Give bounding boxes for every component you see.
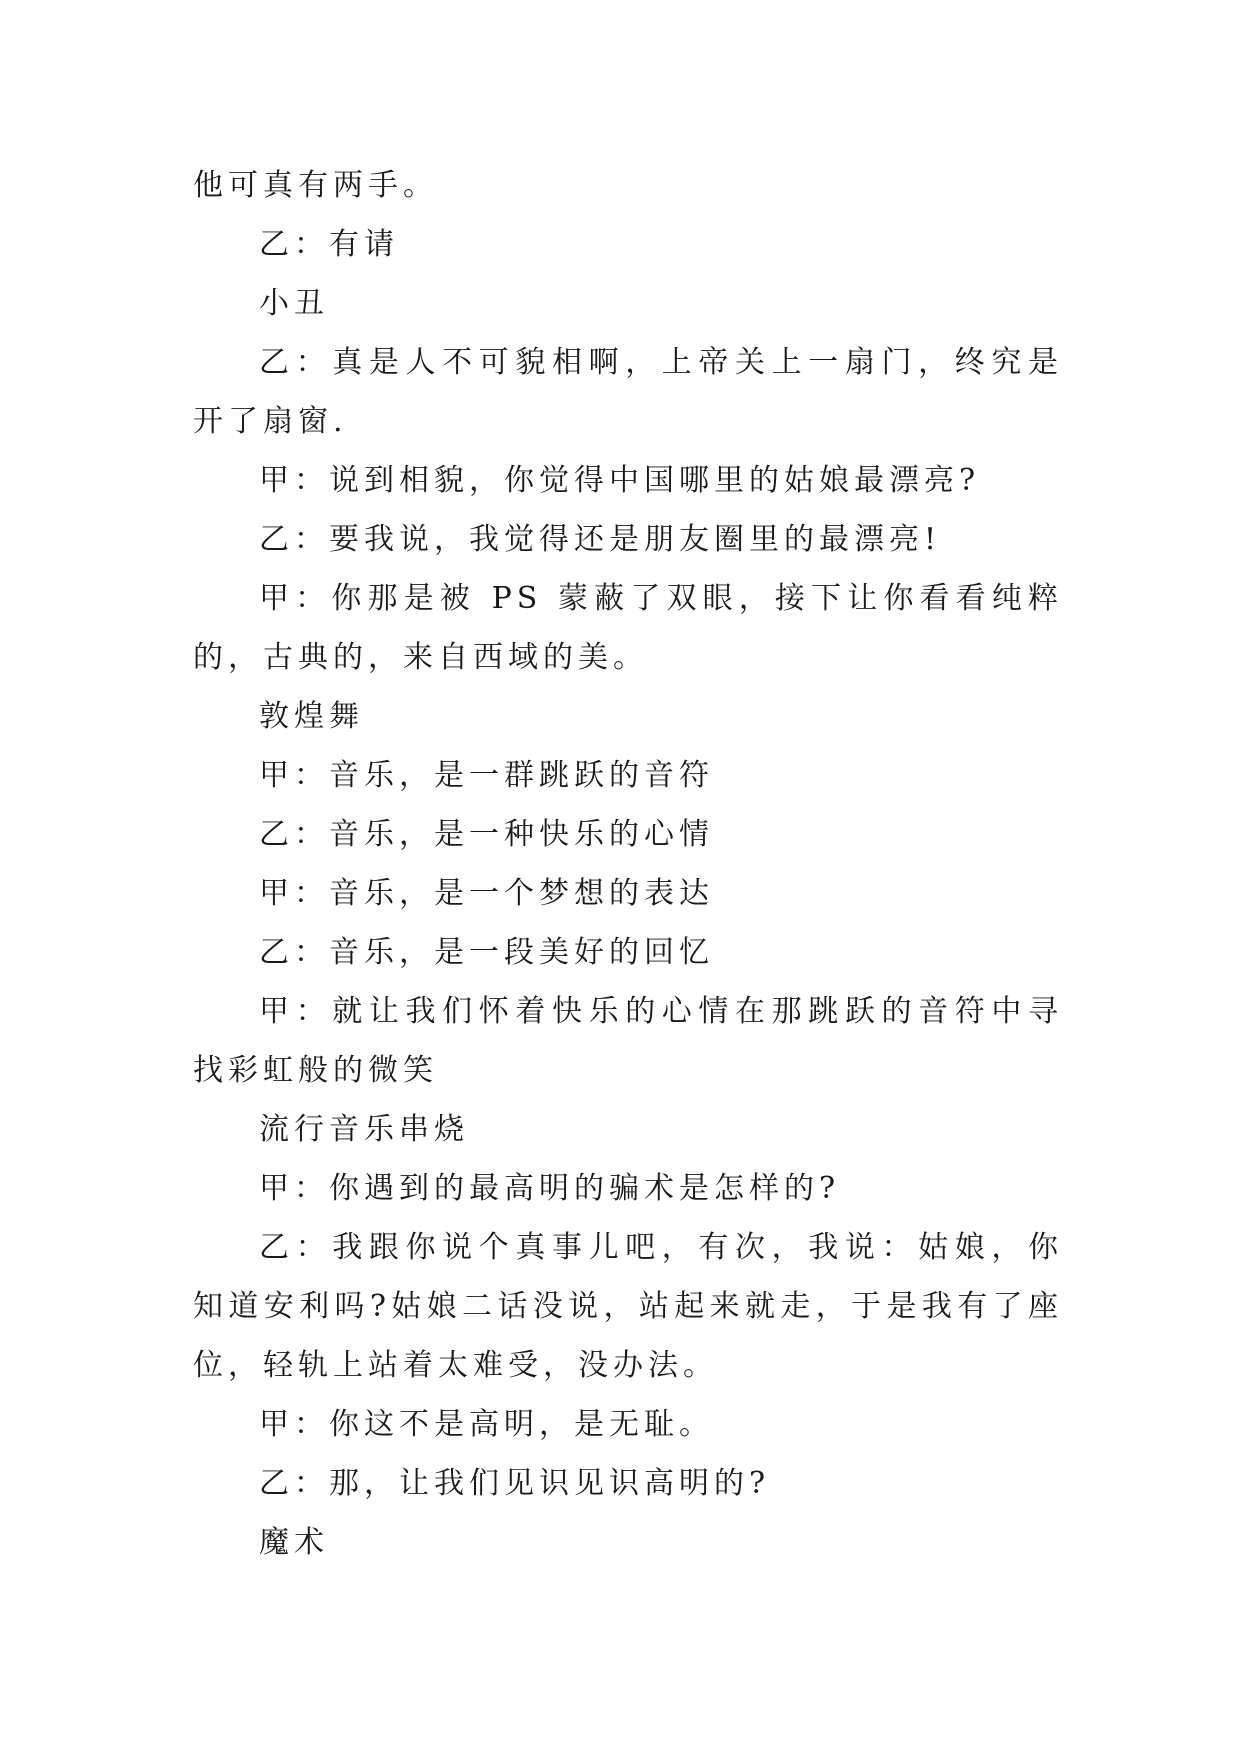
paragraph: 乙：真是人不可貌相啊，上帝关上一扇门，终究是开了扇窗. bbox=[193, 345, 1063, 439]
paragraph: 甲：你这不是高明，是无耻。 bbox=[259, 1407, 714, 1442]
paragraph: 乙：音乐，是一段美好的回忆 bbox=[259, 935, 714, 970]
paragraph: 甲：你遇到的最高明的骗术是怎样的? bbox=[259, 1171, 841, 1206]
paragraph: 甲：就让我们怀着快乐的心情在那跳跃的音符中寻找彩虹般的微笑 bbox=[193, 994, 1063, 1088]
paragraph: 甲：你那是被 PS 蒙蔽了双眼，接下让你看看纯粹的，古典的，来自西域的美。 bbox=[193, 581, 1063, 675]
paragraph: 乙：要我说，我觉得还是朋友圈里的最漂亮! bbox=[259, 522, 942, 557]
paragraph: 魔术 bbox=[259, 1525, 329, 1560]
paragraph: 乙：有请 bbox=[259, 227, 399, 262]
paragraph: 流行音乐串烧 bbox=[259, 1112, 469, 1147]
paragraph: 乙：音乐，是一种快乐的心情 bbox=[259, 817, 714, 852]
paragraph: 甲：音乐，是一个梦想的表达 bbox=[259, 876, 714, 911]
paragraph: 甲：音乐，是一群跳跃的音符 bbox=[259, 758, 714, 793]
paragraph: 乙：那，让我们见识见识高明的? bbox=[259, 1466, 771, 1501]
paragraph: 甲：说到相貌，你觉得中国哪里的姑娘最漂亮? bbox=[259, 463, 981, 498]
paragraph: 敦煌舞 bbox=[259, 699, 364, 734]
paragraph: 他可真有两手。 bbox=[193, 168, 438, 203]
paragraph: 小丑 bbox=[259, 286, 329, 321]
paragraph: 乙：我跟你说个真事儿吧，有次，我说：姑娘，你知道安利吗?姑娘二话没说，站起来就走，于是我有了座位，轻轨上站着太难受，没办法。 bbox=[193, 1230, 1063, 1383]
document-body bbox=[193, 156, 1063, 1572]
